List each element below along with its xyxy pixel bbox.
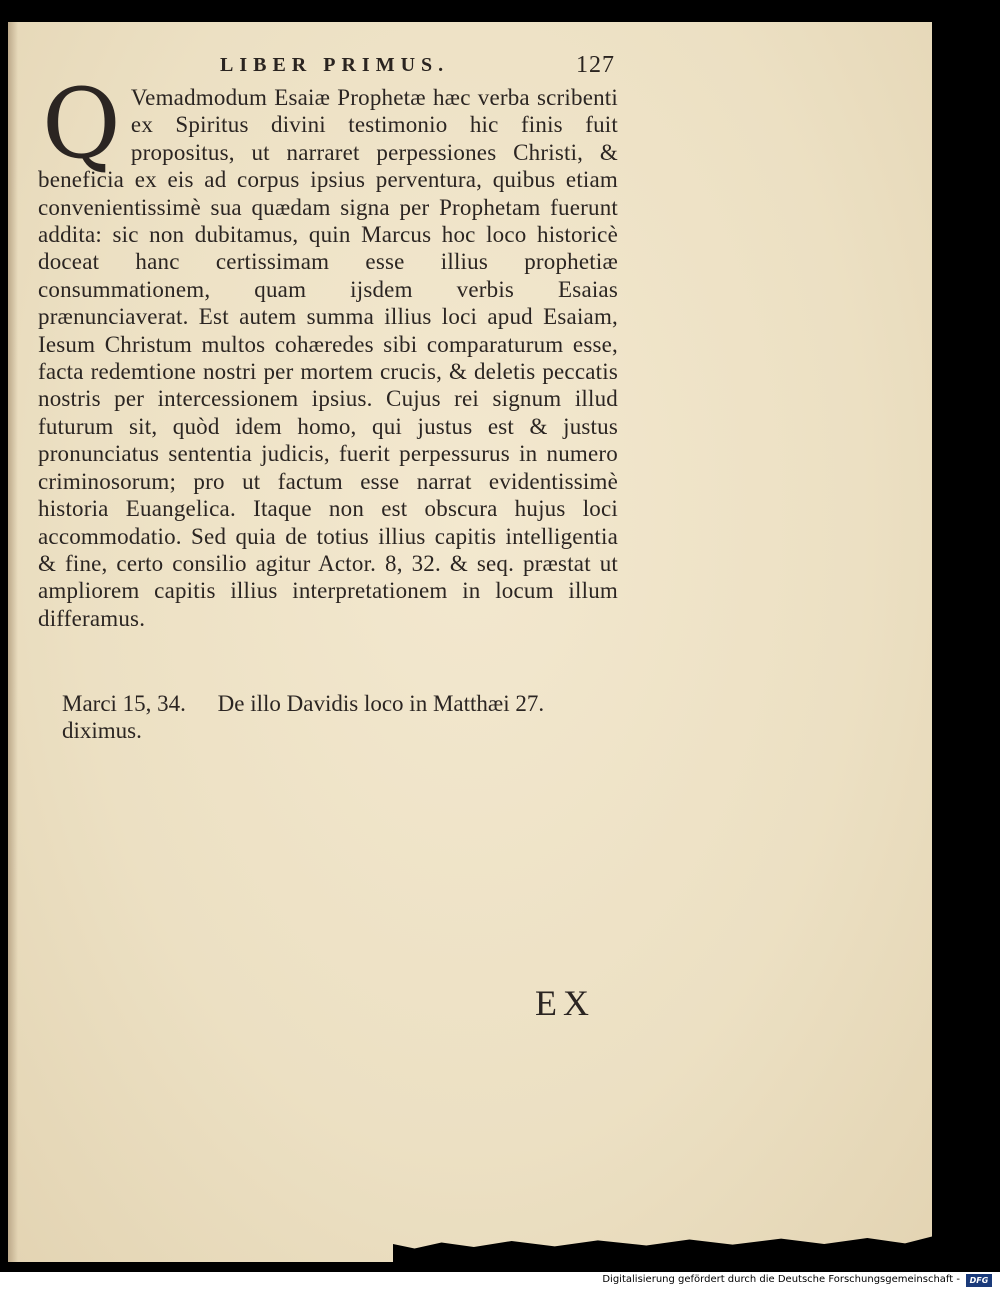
funding-notice: Digitalisierung gefördert durch die Deutsche Forschungsgemeinschaft - bbox=[602, 1274, 960, 1285]
page-number: 127 bbox=[576, 52, 615, 78]
catchword: EX bbox=[535, 983, 595, 1023]
dfg-logo-icon: DFG bbox=[966, 1274, 992, 1287]
scripture-reference: Marci 15, 34. bbox=[62, 691, 186, 716]
second-paragraph bbox=[62, 690, 622, 744]
book-page bbox=[8, 22, 932, 1262]
footer-bar bbox=[0, 1272, 1000, 1291]
paragraph-text: De illo Davidis loco in Matthæi 27. diximus. bbox=[62, 691, 545, 743]
running-head: LIBER PRIMUS. bbox=[220, 54, 450, 76]
main-paragraph bbox=[38, 68, 618, 632]
page-gutter-shadow bbox=[8, 22, 18, 1262]
torn-edge bbox=[393, 1232, 932, 1262]
drop-cap: Q bbox=[42, 68, 121, 180]
paragraph-text: Vemadmodum Esaiæ Prophetæ hæc verba scribenti ex Spiritus divini testimonio hic finis fuit propositus, ut narraret perpessiones Christi, & beneficia ex eis ad corpus ipsius perventura, quibus etiam convenientissimè sua quædam signa per Prophetam fuerunt addita: sic non dubitamus, quin Marcus hoc loco historicè doceat hanc certissimam esse illius prophetiæ consummationem, quam ijsdem verbis Esaias prænunciaverat. Est autem summa illius loci apud Esaiam, Iesum Christum multos cohæredes sibi comparaturum esse, facta redemtione nostri per mortem crucis, & deletis peccatis nostris per intercessionem ipsius. Cujus rei signum illud futurum sit, quòd idem homo, qui justus est & justus pronunciatus sententia judicis, fuerit perpessurus in numero criminosorum; pro ut factum esse narrat evidentissimè historia Euangelica. Itaque non est obscura hujus loci accommodatio. Sed quia de totius illius capitis intelligentia & fine, certo consilio agitur Actor. 8, 32. & seq. præstat ut ampliorem capitis illius interpretationem in locum illum differamus. bbox=[38, 85, 618, 631]
